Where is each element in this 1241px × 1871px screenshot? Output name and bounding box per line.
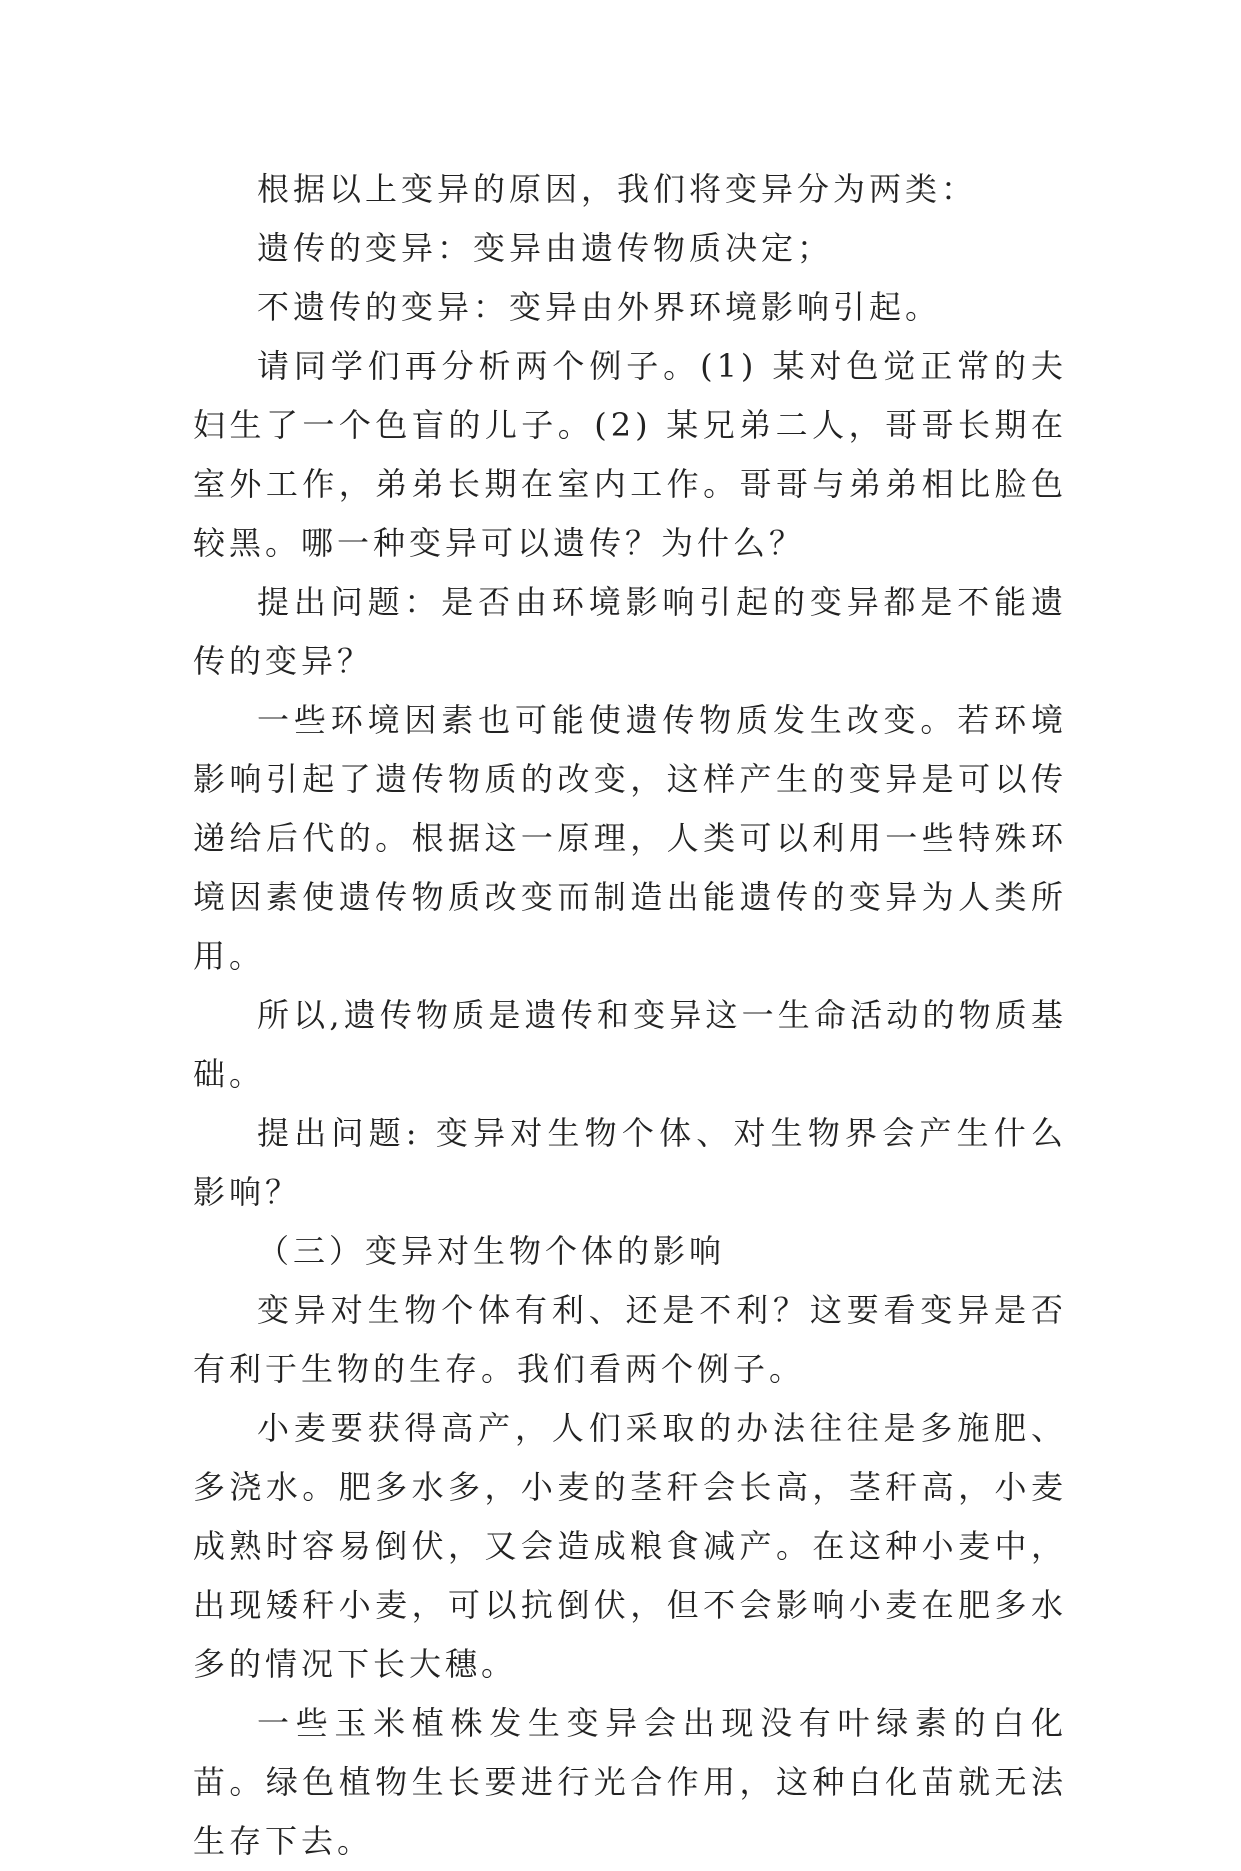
paragraph-environment-factors: 一些环境因素也可能使遗传物质发生改变。若环境影响引起了遗传物质的改变，这样产生的变异是可以传递给后代的。根据这一原理，人类可以利用一些特殊环境因素使遗传物质改变而制造出能遗传的变异为人类所用。 [193, 701, 1067, 975]
paragraph-non-heritable-variation: 不遗传的变异：变异由外界环境影响引起。 [257, 288, 942, 326]
paragraph-examples: 请同学们再分析两个例子。(1) 某对色觉正常的夫妇生了一个色盲的儿子。(2) 某兄弟二人，哥哥长期在室外工作，弟弟长期在室内工作。哥哥与弟弟相比脸色较黑。哪一种变异可以遗传？为什么？ [193, 347, 1067, 562]
paragraph-wheat-example: 小麦要获得高产，人们采取的办法往往是多施肥、多浇水。肥多水多，小麦的茎秆会长高，茎秆高，小麦成熟时容易倒伏，又会造成粮食减产。在这种小麦中，出现矮秆小麦，可以抗倒伏，但不会影响小麦在肥多水多的情况下长大穗。 [193, 1409, 1067, 1683]
paragraph-variation-types-intro: 根据以上变异的原因，我们将变异分为两类： [257, 170, 978, 208]
paragraph-corn-example: 一些玉米植株发生变异会出现没有叶绿素的白化苗。绿色植物生长要进行光合作用，这种白化苗就无法生存下去。 [193, 1704, 1067, 1860]
document-body [193, 160, 1067, 1871]
paragraph-question-impact: 提出问题: 变异对生物个体、对生物界会产生什么影响？ [193, 1114, 1067, 1211]
paragraph-question-environment: 提出问题：是否由环境影响引起的变异都是不能遗传的变异？ [193, 583, 1067, 680]
section-heading-3: （三）变异对生物个体的影响 [257, 1232, 726, 1270]
paragraph-heritable-variation: 遗传的变异：变异由遗传物质决定； [257, 229, 834, 267]
paragraph-beneficial-or-harmful: 变异对生物个体有利、还是不利？这要看变异是否有利于生物的生存。我们看两个例子。 [193, 1291, 1067, 1388]
paragraph-genetic-material-basis: 所以,遗传物质是遗传和变异这一生命活动的物质基础。 [193, 996, 1067, 1093]
